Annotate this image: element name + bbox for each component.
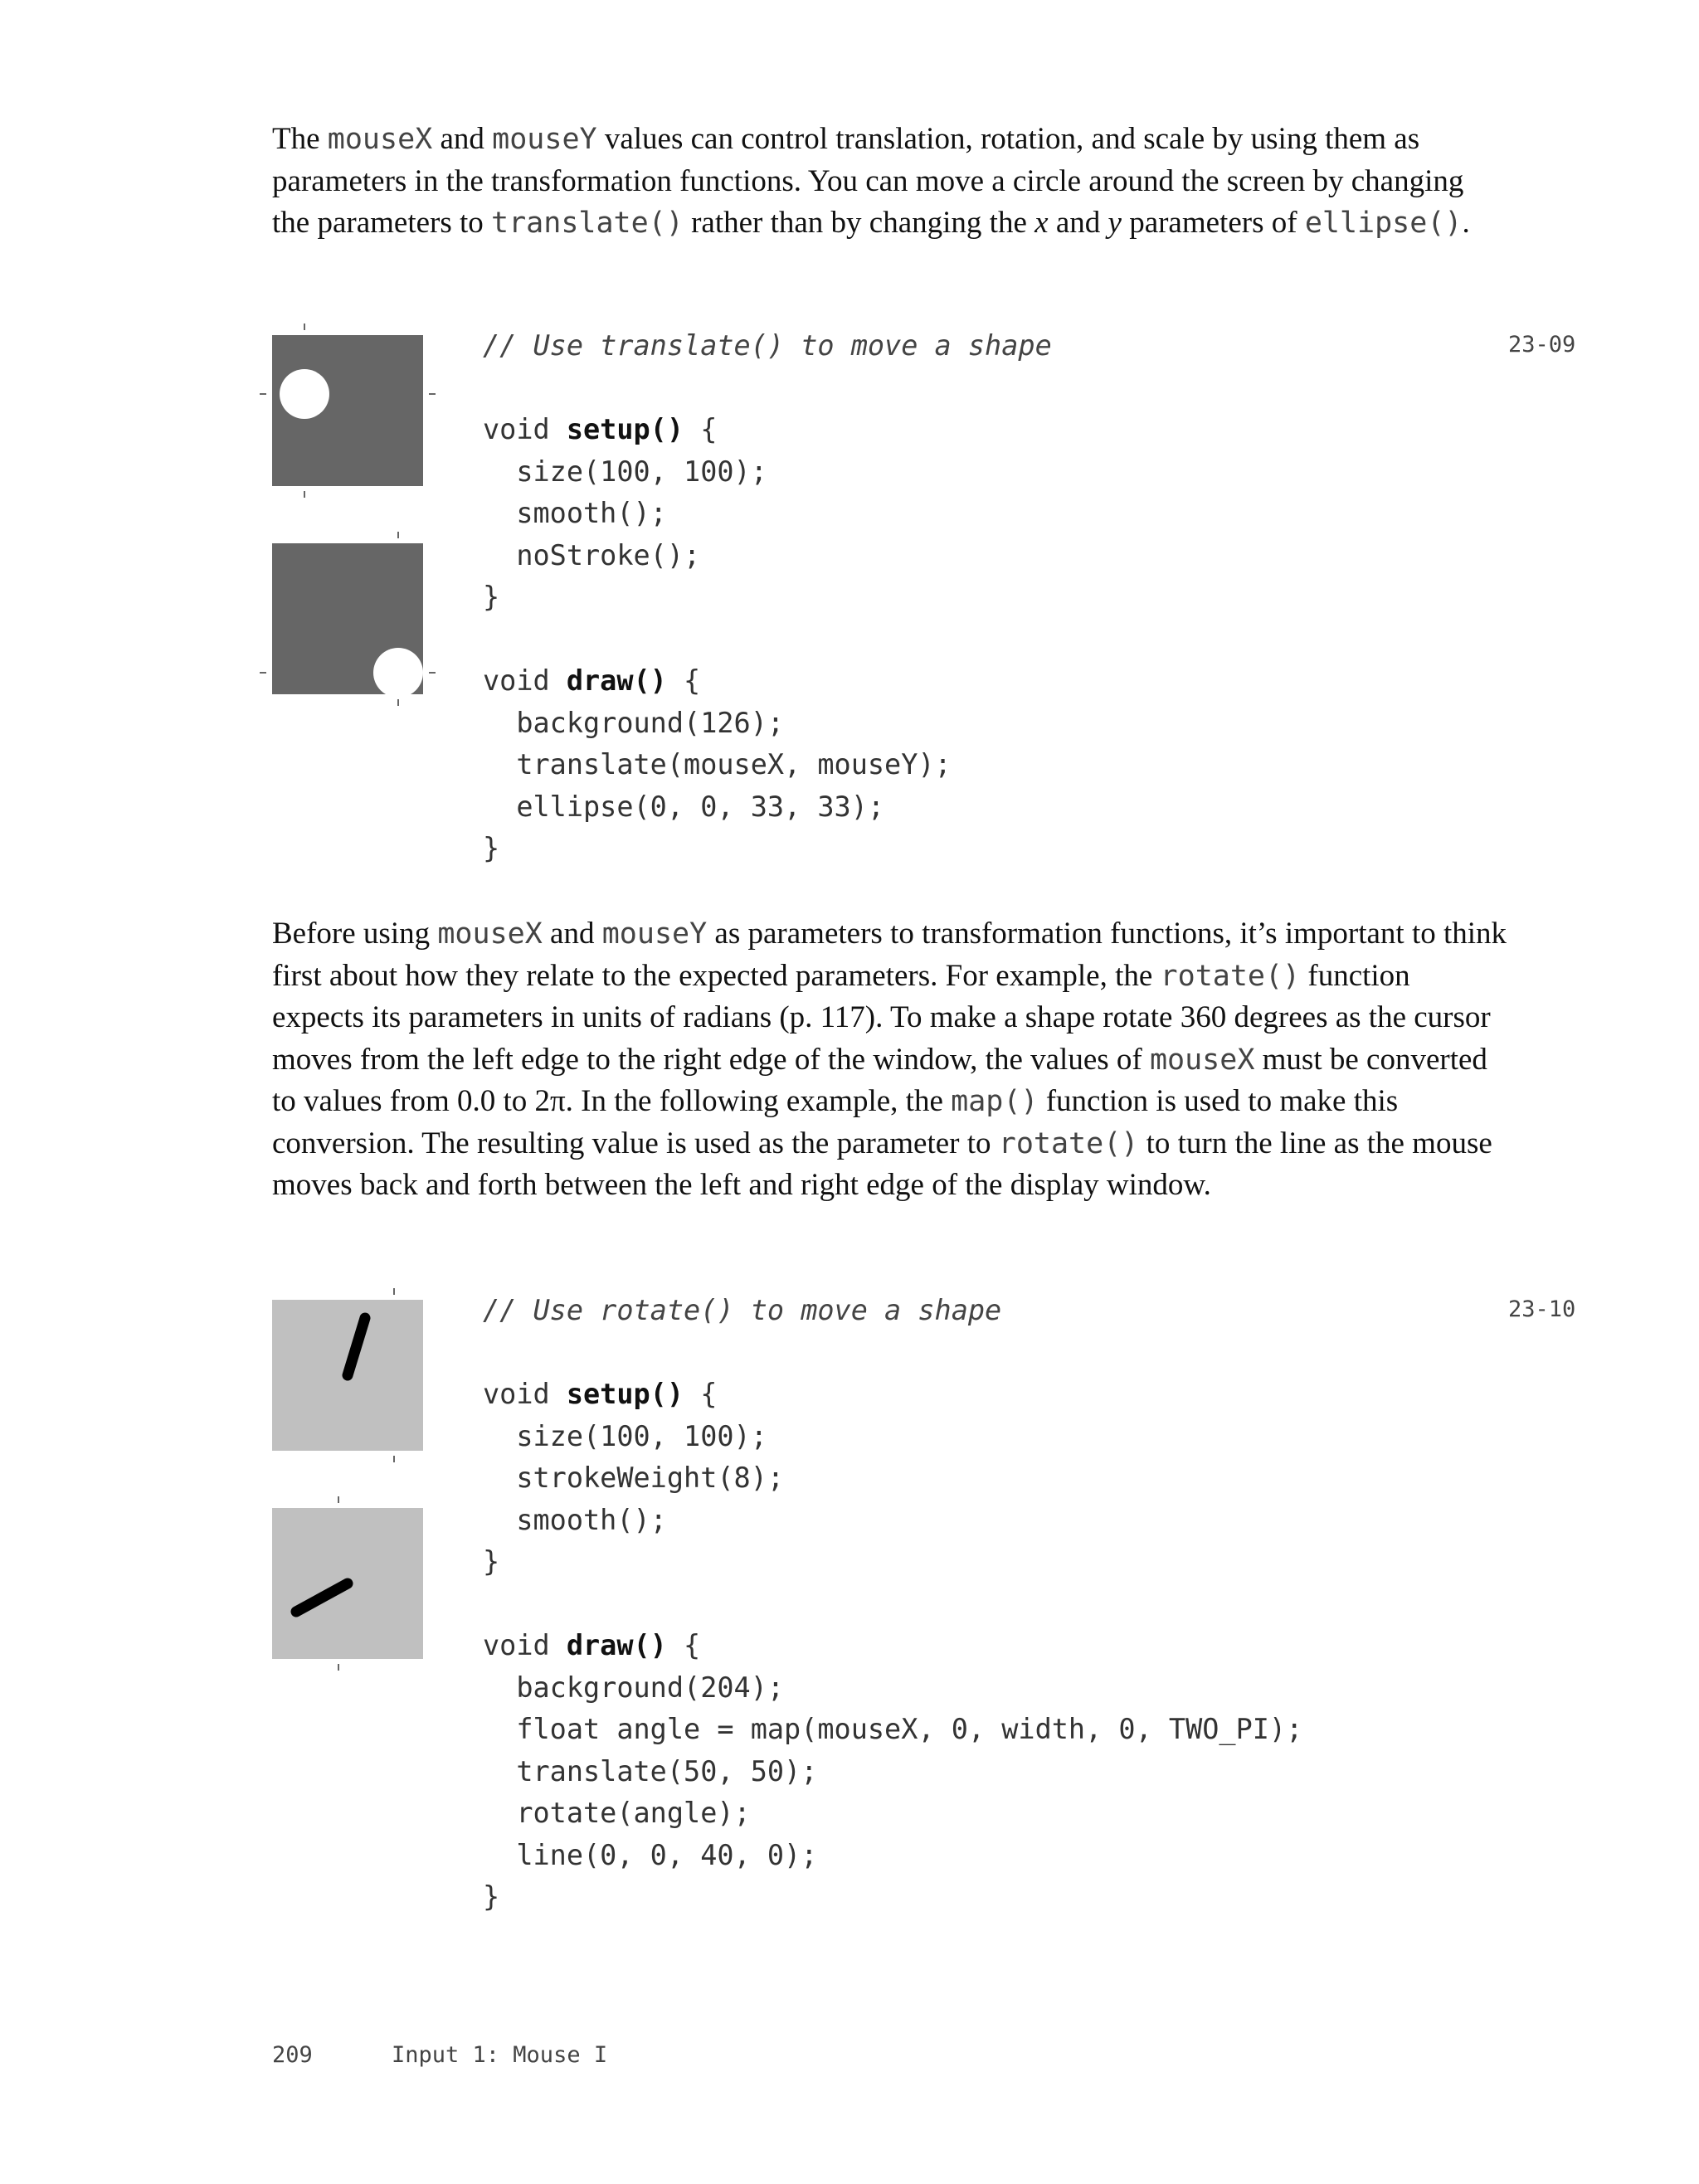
- inline-code: rotate(): [1160, 959, 1301, 993]
- code-line: background(126);: [483, 706, 785, 739]
- code-comment: // Use translate() to move a shape: [483, 329, 1052, 362]
- code-line: strokeWeight(8);: [483, 1462, 785, 1494]
- inline-code: mouseY: [601, 917, 708, 951]
- inline-code: map(): [951, 1085, 1039, 1118]
- code-line: }: [483, 581, 500, 613]
- code-function-name: draw(): [566, 1629, 667, 1661]
- translate-thumbnail-bottom: [272, 543, 423, 694]
- text-run: and: [432, 122, 493, 156]
- code-comment: // Use rotate() to move a shape: [483, 1294, 1002, 1326]
- italic-variable: y: [1108, 206, 1122, 240]
- intro-paragraph: [272, 119, 1508, 245]
- explanation-paragraph: [272, 913, 1508, 1207]
- code-keyword: void: [483, 1629, 567, 1661]
- text-run: and: [1048, 206, 1108, 240]
- text-run: to turn the line as the mouse moves back and forth between the left and right edge of the display window.: [272, 1126, 1492, 1202]
- code-text: {: [684, 413, 718, 445]
- code-line: noStroke();: [483, 538, 701, 572]
- rotate-thumbnail-top: [272, 1300, 423, 1451]
- code-line: }: [483, 1545, 500, 1578]
- text-run: .: [1462, 206, 1470, 240]
- inline-code: mouseX: [1149, 1043, 1255, 1077]
- code-keyword: void: [483, 413, 567, 445]
- translated-circle: [280, 369, 329, 419]
- code-line: float angle = map(mouseX, 0, width, 0, TWO_PI);: [483, 1713, 1303, 1745]
- code-line: smooth();: [483, 497, 667, 529]
- code-line: line(0, 0, 40, 0);: [483, 1838, 818, 1871]
- text-run: function is used to make this conversion. The resulting value is used as the parameter to: [272, 1084, 1399, 1160]
- running-head: Input 1: Mouse I: [392, 2042, 608, 2068]
- code-line: translate(50, 50);: [483, 1754, 818, 1788]
- text-run: parameters of: [1121, 206, 1305, 240]
- translate-thumbnail-top: [272, 335, 423, 486]
- inline-code: ellipse(): [1304, 207, 1463, 240]
- text-run: values can control translation, rotation, and scale by using them as parameters in the transformation functions. You can move a circle around the screen by changing the parameters to: [272, 122, 1464, 240]
- text-run: as parameters to transformation functions, it’s important to think first about how they relate to the expected parameters. For example, the: [272, 917, 1507, 993]
- code-line: rotate(angle);: [483, 1797, 751, 1829]
- example-number: 23-10: [1508, 1296, 1576, 1322]
- code-line: translate(mouseX, mouseY);: [483, 748, 952, 781]
- text-run: function expects its parameters in units of radians (p. 117). To make a shape rotate 360 degrees as the cursor moves from the left edge to the right edge of the window, the values of: [272, 958, 1491, 1077]
- code-line: size(100, 100);: [483, 1419, 767, 1452]
- code-text: {: [666, 1629, 701, 1661]
- code-function-name: draw(): [566, 664, 667, 697]
- code-listing-23-10: [483, 1290, 1302, 1919]
- inline-code: mouseX: [327, 123, 433, 156]
- code-line: size(100, 100);: [483, 455, 767, 488]
- translated-circle: [373, 648, 423, 698]
- code-keyword: void: [483, 664, 567, 697]
- code-text: {: [684, 1378, 718, 1410]
- code-listing-23-09: [483, 325, 1052, 870]
- code-line: }: [483, 1880, 500, 1913]
- text-run: must be converted to values from 0.0 to 2π. In the following example, the: [272, 1042, 1487, 1118]
- code-keyword: void: [483, 1378, 567, 1410]
- code-line: ellipse(0, 0, 33, 33);: [483, 790, 885, 823]
- code-line: }: [483, 832, 500, 864]
- inline-code: translate(): [491, 207, 684, 240]
- code-line: smooth();: [483, 1503, 667, 1536]
- inline-code: mouseY: [492, 123, 597, 156]
- text-run: and: [542, 917, 602, 951]
- code-function-name: setup(): [566, 1378, 684, 1410]
- code-function-name: setup(): [566, 413, 684, 445]
- rotate-thumbnail-bottom: [272, 1508, 423, 1659]
- example-number: 23-09: [1508, 332, 1576, 358]
- text-run: rather than by changing the: [683, 206, 1035, 240]
- text-run: Before using: [272, 917, 438, 951]
- text-run: The: [272, 122, 328, 156]
- inline-code: rotate(): [998, 1126, 1139, 1160]
- code-line: background(204);: [483, 1671, 785, 1704]
- page-number: 209: [272, 2042, 313, 2068]
- inline-code: mouseX: [437, 917, 543, 951]
- italic-variable: x: [1034, 206, 1049, 240]
- code-text: {: [666, 664, 701, 697]
